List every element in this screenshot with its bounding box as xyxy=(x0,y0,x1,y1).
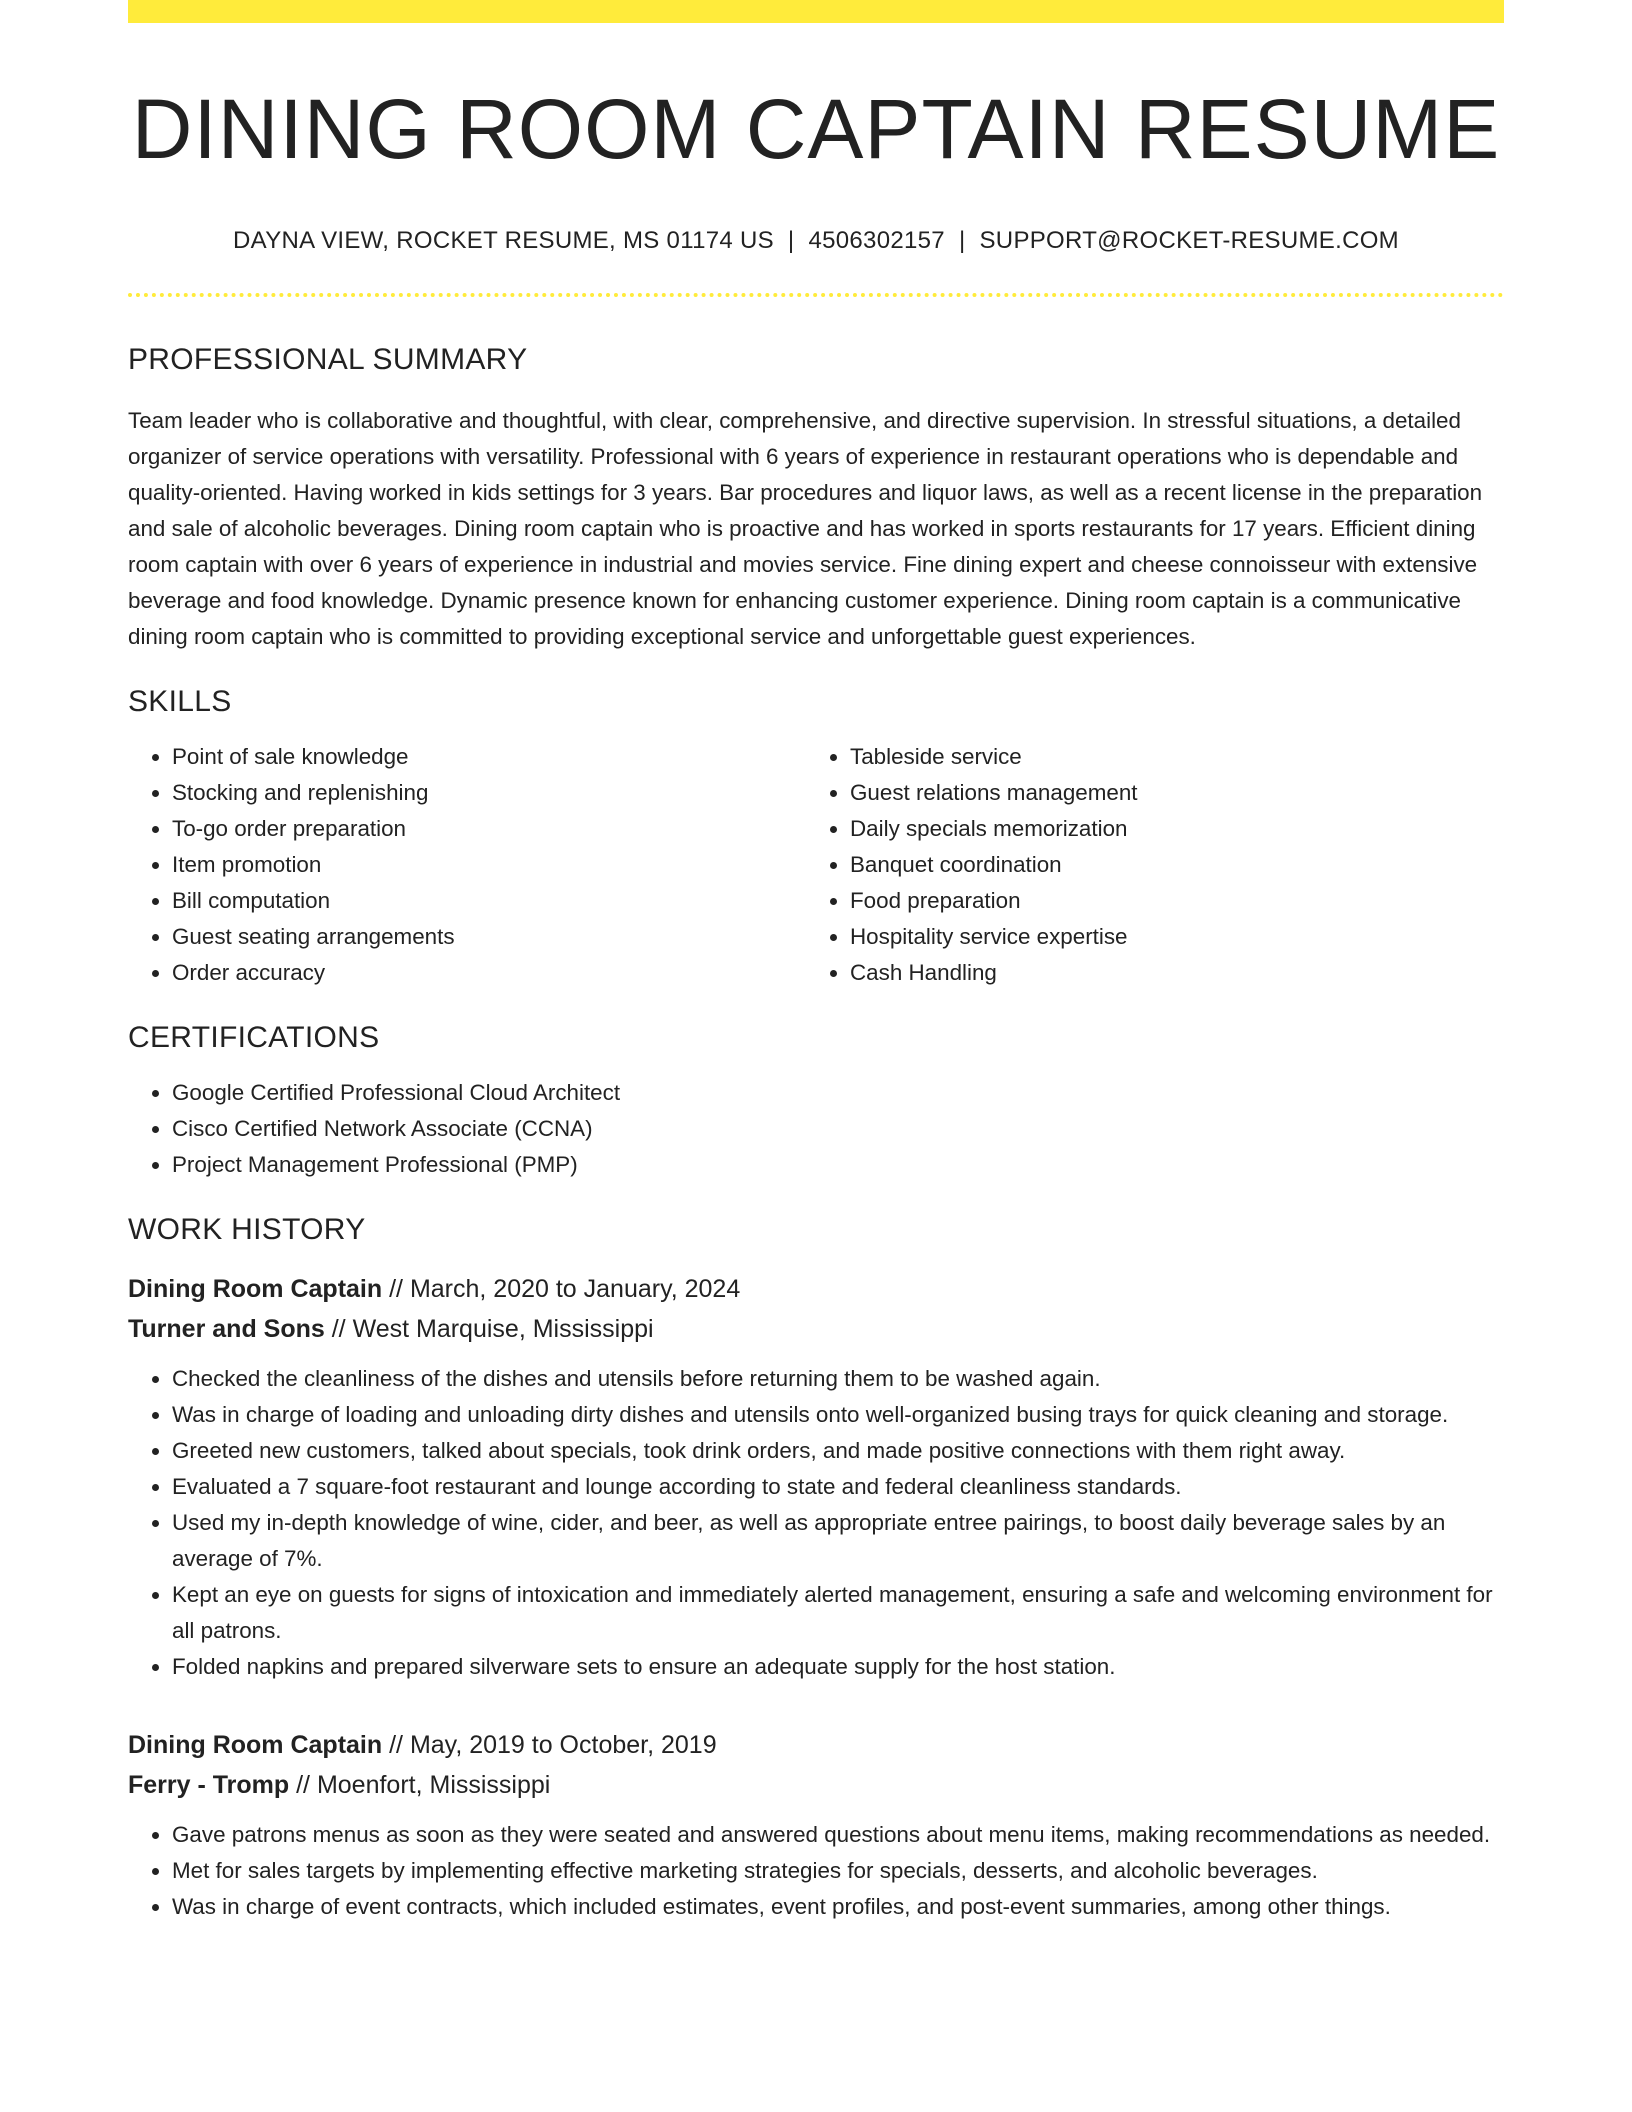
skills-heading: SKILLS xyxy=(128,685,232,719)
certification-item: • Cisco Certified Network Associate (CCNA) xyxy=(172,1111,1504,1147)
skill-item: • Cash Handling xyxy=(850,955,1484,991)
skills-column-right xyxy=(806,739,1484,991)
skills-column-left xyxy=(128,739,806,991)
job-entry xyxy=(128,1269,1504,1685)
contact-email: SUPPORT@ROCKET-RESUME.COM xyxy=(979,227,1399,255)
job-dates: // March, 2020 to January, 2024 xyxy=(382,1275,741,1304)
contact-separator: | xyxy=(787,227,795,255)
certifications-section xyxy=(128,1021,1504,1183)
skill-item: • Guest relations management xyxy=(850,775,1484,811)
job-bullet: • Evaluated a 7 square-foot restaurant and lounge according to state and federal cleanliness standards. xyxy=(172,1469,1504,1505)
job-company: Ferry - Tromp xyxy=(128,1771,290,1800)
contact-address: DAYNA VIEW, ROCKET RESUME, MS 01174 US xyxy=(233,227,774,255)
certifications-list xyxy=(128,1075,1504,1183)
job-title: Dining Room Captain xyxy=(128,1731,383,1760)
job-company: Turner and Sons xyxy=(128,1315,325,1344)
job-location: // Moenfort, Mississippi xyxy=(289,1771,551,1800)
skill-item: • Guest seating arrangements xyxy=(172,919,806,955)
job-bullets xyxy=(128,1817,1504,1925)
job-bullet: • Was in charge of event contracts, which included estimates, event profiles, and post-event summaries, among other things. xyxy=(172,1889,1504,1925)
skill-item: • Hospitality service expertise xyxy=(850,919,1484,955)
summary-heading: PROFESSIONAL SUMMARY xyxy=(128,343,528,377)
job-bullet: • Met for sales targets by implementing effective marketing strategies for specials, desserts, and alcoholic beverages. xyxy=(172,1853,1504,1889)
accent-top-bar xyxy=(128,0,1504,23)
skill-item: • Point of sale knowledge xyxy=(172,739,806,775)
skill-item: • Food preparation xyxy=(850,883,1484,919)
job-company-line xyxy=(128,1309,1504,1349)
job-entry xyxy=(128,1725,1504,1925)
job-bullet: • Greeted new customers, talked about specials, took drink orders, and made positive connections with them right away. xyxy=(172,1433,1504,1469)
job-company-line xyxy=(128,1765,1504,1805)
resume-page xyxy=(128,0,1504,1925)
skill-item: • Stocking and replenishing xyxy=(172,775,806,811)
skill-item: • Item promotion xyxy=(172,847,806,883)
job-bullet: • Gave patrons menus as soon as they were seated and answered questions about menu items, making recommendations as needed. xyxy=(172,1817,1504,1853)
job-title: Dining Room Captain xyxy=(128,1275,383,1304)
skill-item: • Daily specials memorization xyxy=(850,811,1484,847)
contact-separator: | xyxy=(958,227,966,255)
skills-list-left xyxy=(128,739,806,991)
certifications-heading: CERTIFICATIONS xyxy=(128,1021,380,1055)
certification-item: • Project Management Professional (PMP) xyxy=(172,1147,1504,1183)
skills-grid xyxy=(128,739,1504,991)
job-bullet: • Folded napkins and prepared silverware sets to ensure an adequate supply for the host station. xyxy=(172,1649,1504,1685)
skills-list-right xyxy=(806,739,1484,991)
resume-title: DINING ROOM CAPTAIN RESUME xyxy=(131,82,1501,176)
dotted-divider xyxy=(128,293,1504,297)
job-bullet: • Checked the cleanliness of the dishes and utensils before returning them to be washed again. xyxy=(172,1361,1504,1397)
contact-line xyxy=(128,227,1504,255)
work-history-heading: WORK HISTORY xyxy=(128,1213,366,1247)
job-bullet: • Kept an eye on guests for signs of intoxication and immediately alerted management, ensuring a safe and welcoming environment for all patrons. xyxy=(172,1577,1504,1649)
skills-section xyxy=(128,685,1504,991)
skill-item: • Banquet coordination xyxy=(850,847,1484,883)
skill-item: • Order accuracy xyxy=(172,955,806,991)
job-bullet: • Was in charge of loading and unloading dirty dishes and utensils onto well-organized busing trays for quick cleaning and storage. xyxy=(172,1397,1504,1433)
job-bullets xyxy=(128,1361,1504,1685)
job-bullet: • Used my in-depth knowledge of wine, cider, and beer, as well as appropriate entree pairings, to boost daily beverage sales by an average of 7%. xyxy=(172,1505,1504,1577)
job-title-line xyxy=(128,1269,1504,1309)
professional-summary-section xyxy=(128,343,1504,655)
job-location: // West Marquise, Mississippi xyxy=(324,1315,654,1344)
skill-item: • Tableside service xyxy=(850,739,1484,775)
work-history-section xyxy=(128,1213,1504,1925)
contact-phone: 4506302157 xyxy=(808,227,945,255)
job-title-line xyxy=(128,1725,1504,1765)
summary-text: Team leader who is collaborative and thoughtful, with clear, comprehensive, and directive supervision. In stressful situations, a detailed organizer of service operations with versatility. Professional with 6 years of experience in restaurant operations who is dependable and quality-oriented. Having worked in kids settings for 3 years. Bar procedures and liquor laws, as well as a recent license in the preparation and sale of alcoholic beverages. Dining room captain who is proactive and has worked in sports restaurants for 17 years. Efficient dining room captain with over 6 years of experience in industrial and movies service. Fine dining expert and cheese connoisseur with extensive beverage and food knowledge. Dynamic presence known for enhancing customer experience. Dining room captain is a communicative dining room captain who is committed to providing exceptional service and unforgettable guest experiences. xyxy=(128,408,1483,650)
skill-item: • Bill computation xyxy=(172,883,806,919)
certification-item: • Google Certified Professional Cloud Architect xyxy=(172,1075,1504,1111)
skill-item: • To-go order preparation xyxy=(172,811,806,847)
job-dates: // May, 2019 to October, 2019 xyxy=(382,1731,717,1760)
